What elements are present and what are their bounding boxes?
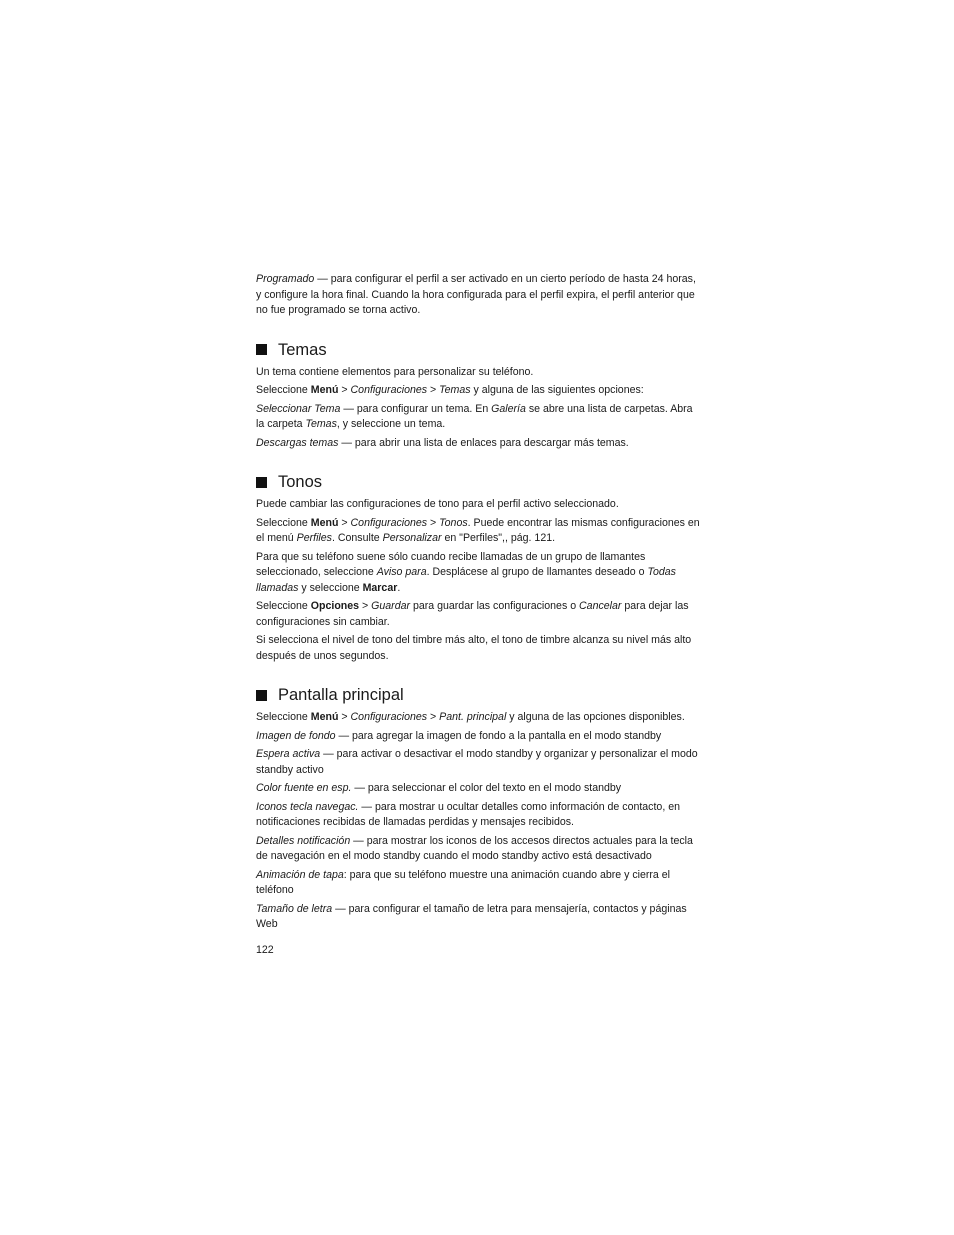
tonos-p2: Seleccione Menú > Configuraciones > Tonos. Puede encontrar las mismas configuraciones en el menú Perfiles. Consulte Personalizar en "Perfiles",, pág. 121. [256, 516, 700, 544]
tonos-p4: Seleccione Opciones > Guardar para guardar las configuraciones o Cancelar para dejar las configuraciones sin cambiar. [256, 600, 689, 628]
option-item: Color fuente en esp. — para seleccionar el color del texto en el modo standby [256, 782, 622, 794]
bullet-square-icon [256, 690, 267, 701]
section-heading-tonos: Tonos [256, 471, 701, 493]
temas-p3: Seleccionar Tema — para configurar un tema. En Galería se abre una lista de carpetas. Abra la carpeta Temas, y seleccione un tema. [256, 402, 693, 430]
option-item: Detalles notificación — para mostrar los iconos de los accesos directos actuales para la tecla de navegación en el modo standby cuando el modo standby activo está desactivado [256, 834, 693, 862]
manual-page [256, 272, 701, 958]
section-heading-pantalla-principal: Pantalla principal [256, 684, 701, 706]
temas-p2: Seleccione Menú > Configuraciones > Temas y alguna de las siguientes opciones: [256, 384, 644, 396]
tonos-p1: Puede cambiar las configuraciones de tono para el perfil activo seleccionado. [256, 498, 619, 510]
temas-p4: Descargas temas — para abrir una lista de enlaces para descargar más temas. [256, 436, 629, 449]
pantalla-p1: Seleccione Menú > Configuraciones > Pant. principal y alguna de las opciones disponibles. [256, 711, 685, 723]
option-item: Animación de tapa: para que su teléfono muestre una animación cuando abre y cierra el teléfono [256, 868, 671, 896]
option-item: Tamaño de letra — para configurar el tamaño de letra para mensajería, contactos y páginas Web [256, 902, 687, 930]
option-item: Imagen de fondo — para agregar la imagen de fondo a la pantalla en el modo standby [256, 729, 662, 742]
temas-p1: Un tema contiene elementos para personalizar su teléfono. [256, 365, 534, 378]
tonos-p3: Para que su teléfono suene sólo cuando recibe llamadas de un grupo de llamantes seleccionado, seleccione Aviso para. Desplácese al grupo de llamantes deseado o Todas llamadas y seleccione Marcar. [256, 550, 676, 594]
section-heading-temas: Temas [256, 339, 701, 361]
bullet-square-icon [256, 344, 267, 355]
term-programado: Programado [256, 273, 315, 285]
option-item: Iconos tecla navegac. — para mostrar u ocultar detalles como información de contacto, en notificaciones recibidas de llamadas perdidas y mensajes recibidos. [256, 800, 680, 828]
tonos-p5: Si selecciona el nivel de tono del timbre más alto, el tono de timbre alcanza su nivel más alto después de unos segundos. [256, 634, 692, 662]
intro-paragraph: Programado — para configurar el perfil a ser activado en un cierto período de hasta 24 horas, y configure la hora final. Cuando la hora configurada para el perfil expira, el perfil anterior que no fue programado se torna activo. [256, 273, 696, 316]
page-number: 122 [256, 943, 274, 956]
bullet-square-icon [256, 477, 267, 488]
option-item: Espera activa — para activar o desactivar el modo standby y organizar y personalizar el modo standby activo [256, 748, 698, 776]
